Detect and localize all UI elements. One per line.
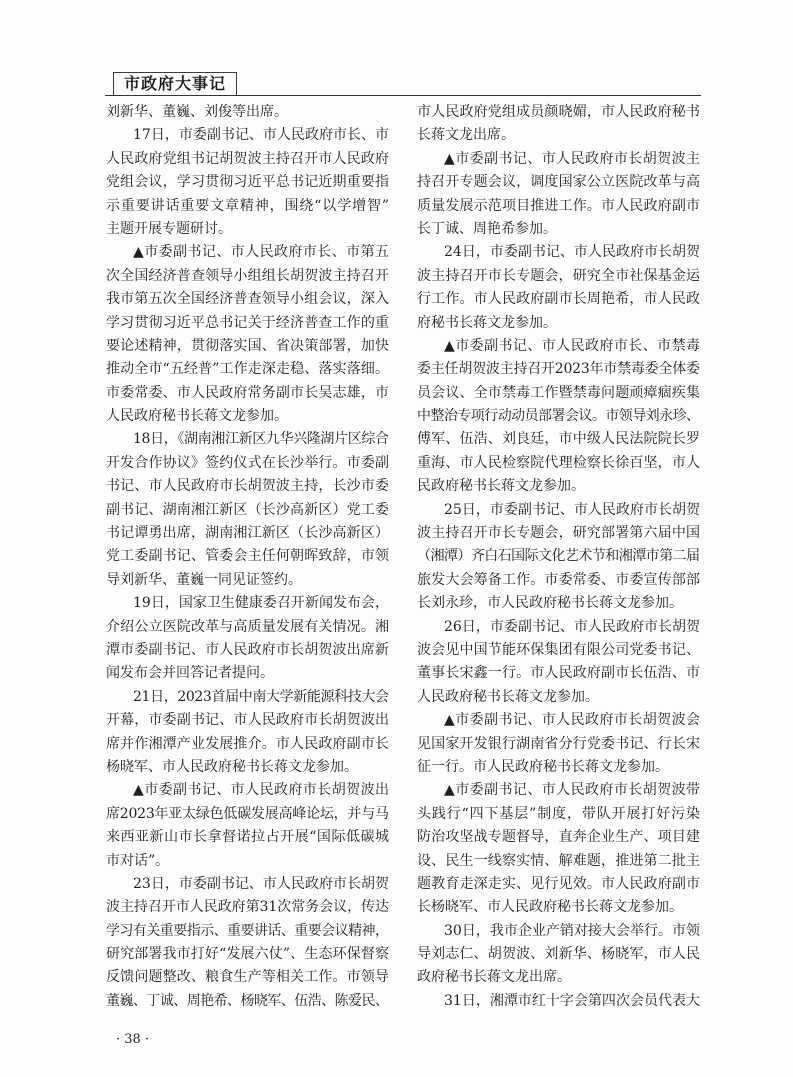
text-line [106, 920, 389, 943]
paragraph [417, 499, 700, 616]
text-line [417, 218, 700, 241]
text-line-text: 反馈问题整改、粮食生产等相关工作。市领导 [106, 969, 390, 986]
text-line-text: ▲市委副书记、市人民政府市长胡贺波主 [444, 150, 701, 167]
text-line-text: 委主任胡贺波主持召开2023年市禁毒委全体委 [417, 361, 700, 378]
text-line [417, 943, 700, 966]
paragraph [417, 779, 700, 919]
text-line [106, 990, 389, 1013]
text-line [417, 709, 700, 732]
text-line [106, 709, 389, 732]
text-line [417, 124, 700, 147]
paragraph [106, 873, 389, 1013]
text-line [106, 195, 389, 218]
paragraph [106, 101, 389, 124]
text-line-text: 示重要讲话重要文章精神，围绕“以学增智” [106, 197, 390, 214]
text-line [106, 896, 389, 919]
text-line-text: 要论述精神，贯彻落实国、省决策部署，加快 [106, 337, 390, 354]
text-line-text: 19日，国家卫生健康委召开新闻发布会， [133, 595, 390, 612]
text-line-text: 24日，市委副书记、市人民政府市长胡贺 [444, 244, 701, 261]
text-line [106, 733, 389, 756]
text-line [417, 686, 700, 709]
text-line [417, 148, 700, 171]
text-line [106, 312, 389, 335]
text-line-text: 我市第五次全国经济普查领导小组会议，深入 [106, 291, 390, 308]
text-line [106, 873, 389, 896]
text-line [106, 124, 389, 147]
text-line [417, 990, 700, 1013]
text-line [417, 335, 700, 358]
text-line [106, 148, 389, 171]
text-line [106, 803, 389, 826]
left-column [106, 101, 389, 1013]
text-line-text: 席并作湘潭产业发展推介。市人民政府副市长 [106, 735, 390, 752]
text-line [106, 826, 389, 849]
text-line [106, 475, 389, 498]
text-line [417, 569, 700, 592]
text-line [417, 616, 700, 639]
text-line [106, 569, 389, 592]
text-line [417, 733, 700, 756]
text-line [417, 920, 700, 943]
text-line-text: 学习贯彻习近平总书记关于经济普查工作的重 [106, 314, 390, 331]
text-line-text: 党组会议，学习贯彻习近平总书记近期重要指 [106, 174, 390, 191]
text-line-text: 市对话”。 [106, 852, 170, 869]
text-line [417, 756, 700, 779]
text-line-text: 长杨晓军、市人民政府秘书长蒋文龙参加。 [417, 899, 683, 916]
text-line-text: 设、民生一线察实情、解难题，推进第二批主 [417, 852, 701, 869]
text-line-text: 长蒋文龙出席。 [417, 127, 515, 144]
text-line [417, 452, 700, 475]
text-line-text: 席2023年亚太绿色低碳发展高峰论坛，并与马 [106, 805, 389, 822]
text-line-text: 征一行。市人民政府秘书长蒋文龙参加。 [417, 758, 669, 775]
text-line-text: 导刘志仁、胡贺波、刘新华、杨晓军，市人民 [417, 946, 701, 963]
text-line-text: 持召开专题会议，调度国家公立医院改革与高 [417, 174, 701, 191]
text-line [106, 241, 389, 264]
text-line-text: 人民政府党组书记胡贺波主持召开市人民政府 [106, 150, 390, 167]
paragraph [106, 124, 389, 241]
text-line [106, 288, 389, 311]
text-line-text: 开幕，市委副书记、市人民政府市长胡贺波出 [106, 712, 390, 729]
paragraph [417, 920, 700, 990]
text-line [417, 101, 700, 124]
text-line-text: 23日，市委副书记、市人民政府市长胡贺 [133, 875, 390, 892]
paragraph [106, 241, 389, 428]
text-line [106, 428, 389, 451]
text-line-text: 府秘书长蒋文龙参加。 [417, 314, 557, 331]
paragraph [417, 101, 700, 148]
text-line-text: 17日，市委副书记、市人民政府市长、市 [133, 127, 390, 144]
text-line [417, 873, 700, 896]
text-line-text: 波主持召开市长专题会，研究部署第六届中国 [417, 525, 701, 542]
paragraph [417, 709, 700, 779]
text-line [106, 522, 389, 545]
running-header [0, 0, 793, 100]
text-line-text: 书记、市人民政府市长胡贺波主持，长沙市委 [106, 478, 390, 495]
text-line-text: 波主持召开市人民政府第31次常务会议，传达 [106, 899, 389, 916]
text-line-text: 董事长宋鑫一行。市人民政府副市长伍浩、市 [417, 665, 701, 682]
text-line-text: ▲市委副书记、市人民政府市长胡贺波会 [444, 712, 701, 729]
text-line-text: 推动全市“五经普”工作走深走稳、落实落细。 [106, 361, 390, 378]
text-line [106, 218, 389, 241]
paragraph [417, 616, 700, 710]
text-line-text: 书记谭勇出席，湖南湘江新区（长沙高新区） [106, 525, 390, 542]
text-line-text: 副书记、湖南湘江新区（长沙高新区）党工委 [106, 501, 390, 518]
text-line [106, 779, 389, 802]
paragraph [106, 779, 389, 873]
text-line [417, 428, 700, 451]
text-line [417, 382, 700, 405]
text-line [417, 522, 700, 545]
text-line-text: 重海、市人民检察院代理检察长徐百坚，市人 [417, 454, 701, 471]
text-line [106, 101, 389, 124]
text-line [106, 335, 389, 358]
text-line [106, 616, 389, 639]
text-line-text: 主题开展专题研讨。 [106, 220, 232, 237]
text-line [417, 171, 700, 194]
text-line [417, 288, 700, 311]
text-line [106, 966, 389, 989]
text-line [417, 662, 700, 685]
text-line-text: 党工委副书记、管委会主任何朝晖致辞，市领 [106, 548, 390, 565]
text-line [417, 195, 700, 218]
text-line [417, 241, 700, 264]
text-line-text: 杨晓军、市人民政府秘书长蒋文龙参加。 [106, 758, 358, 775]
text-line-text: 市人民政府党组成员颜晓媚，市人民政府秘书 [417, 104, 701, 120]
text-line-text: 30日，我市企业产销对接大会举行。市领 [444, 922, 701, 939]
text-line [417, 545, 700, 568]
text-line-text: 31日，湘潭市红十字会第四次会员代表大 [444, 992, 701, 1009]
text-line [106, 850, 389, 873]
page-number: · 38 · [116, 1032, 150, 1047]
text-line-text: ▲市委副书记、市人民政府市长胡贺波带 [444, 782, 701, 799]
text-line-text: 波主持召开市长专题会，研究全市社保基金运 [417, 267, 701, 284]
text-line-text: ▲市委副书记、市人民政府市长、市禁毒 [444, 337, 701, 354]
text-line-text: 18日，《湖南湘江新区九华兴隆湖片区综合 [133, 431, 389, 448]
text-line-text: 21日，2023首届中南大学新能源科技大会 [133, 688, 389, 705]
text-line-text: 26日，市委副书记、市人民政府市长胡贺 [444, 618, 701, 635]
text-line-text: 市委常委、市人民政府常务副市长吴志雄，市 [106, 384, 390, 401]
text-line-text: 题教育走深走实、见行见效。市人民政府副市 [417, 875, 701, 892]
text-line [106, 171, 389, 194]
text-line-text: 头践行“四下基层”制度，带队开展打好污染 [417, 805, 701, 822]
text-line-text: 开发合作协议》签约仪式在长沙举行。市委副 [106, 454, 390, 471]
text-line-text: 政府秘书长蒋文龙出席。 [417, 969, 571, 986]
text-line [417, 896, 700, 919]
paragraph [106, 428, 389, 592]
text-line [106, 639, 389, 662]
right-column [417, 101, 700, 1013]
text-line-text: 长丁诚、周艳希参加。 [417, 220, 557, 237]
paragraph [106, 686, 389, 780]
text-line [417, 475, 700, 498]
text-line-text: 见国家开发银行湖南省分行党委书记、行长宋 [417, 735, 701, 752]
text-line-text: 闻发布会并回答记者提问。 [106, 665, 274, 682]
text-line-text: 潭市委副书记、市人民政府市长胡贺波出席新 [106, 641, 390, 658]
text-line-text: 介绍公立医院改革与高质量发展有关情况。湘 [106, 618, 390, 635]
text-line-text: 民政府秘书长蒋文龙参加。 [417, 478, 585, 495]
text-line [106, 358, 389, 381]
text-line-text: 人民政府秘书长蒋文龙参加。 [106, 408, 288, 425]
paragraph [417, 241, 700, 335]
text-line-text: 傅军、伍浩、刘良廷，市中级人民法院院长罗 [417, 431, 701, 448]
text-line-text: 员会议、全市禁毒工作暨禁毒问题顽瘴痼疾集 [417, 384, 701, 401]
text-line-text: 行工作。市人民政府副市长周艳希，市人民政 [417, 291, 701, 308]
text-line-text: 学习有关重要指示、重要讲话、重要会议精神， [106, 922, 389, 939]
text-line-text: 质量发展示范项目推进工作。市人民政府副市 [417, 197, 701, 214]
text-line [106, 686, 389, 709]
text-line-text: 董巍、丁诚、周艳希、杨晓军、伍浩、陈爱民、 [106, 992, 389, 1009]
text-line-text: 长刘永珍，市人民政府秘书长蒋文龙参加。 [417, 595, 683, 612]
text-line-text: （湘潭）齐白石国际文化艺术节和湘潭市第二届 [417, 548, 700, 565]
text-line [417, 592, 700, 615]
text-line [417, 265, 700, 288]
text-line [417, 405, 700, 428]
text-line [417, 850, 700, 873]
text-line-text: 来西亚新山市长拿督诺拉占开展“国际低碳城 [106, 829, 390, 846]
text-line [106, 756, 389, 779]
text-line-text: 防治攻坚战专题督导，直奔企业生产、项目建 [417, 829, 701, 846]
header-rule [105, 95, 701, 96]
text-line [106, 265, 389, 288]
text-line-text: 刘新华、董巍、刘俊等出席。 [106, 104, 288, 120]
text-line [417, 358, 700, 381]
text-line [417, 639, 700, 662]
text-line [106, 499, 389, 522]
text-line-text: 研究部署我市打好“发展六仗”、生态环保督察 [106, 946, 390, 963]
paragraph [417, 148, 700, 242]
text-line [417, 826, 700, 849]
text-line-text: 中整治专项行动动员部署会议。市领导刘永珍、 [417, 408, 700, 425]
text-line [106, 592, 389, 615]
section-title: 市政府大事记 [113, 72, 237, 95]
text-line [106, 452, 389, 475]
text-line-text: 人民政府秘书长蒋文龙参加。 [417, 688, 599, 705]
text-line [106, 545, 389, 568]
text-line [106, 405, 389, 428]
text-line [106, 943, 389, 966]
paragraph [106, 592, 389, 686]
text-line-text: ▲市委副书记、市人民政府市长、市第五 [133, 244, 390, 261]
text-line-text: ▲市委副书记、市人民政府市长胡贺波出 [133, 782, 390, 799]
text-line-text: 次全国经济普查领导小组组长胡贺波主持召开 [106, 267, 390, 284]
text-line [417, 803, 700, 826]
text-line [106, 382, 389, 405]
text-line [417, 312, 700, 335]
text-line-text: 25日，市委副书记、市人民政府市长胡贺 [444, 501, 701, 518]
text-line [417, 779, 700, 802]
text-line [106, 662, 389, 685]
text-line [417, 499, 700, 522]
paragraph [417, 335, 700, 499]
text-line [417, 966, 700, 989]
paragraph [417, 990, 700, 1013]
text-line-text: 旅发大会筹备工作。市委常委、市委宣传部部 [417, 571, 701, 588]
text-line-text: 导刘新华、董巍一同见证签约。 [106, 571, 302, 588]
text-line-text: 波会见中国节能环保集团有限公司党委书记、 [417, 641, 701, 658]
